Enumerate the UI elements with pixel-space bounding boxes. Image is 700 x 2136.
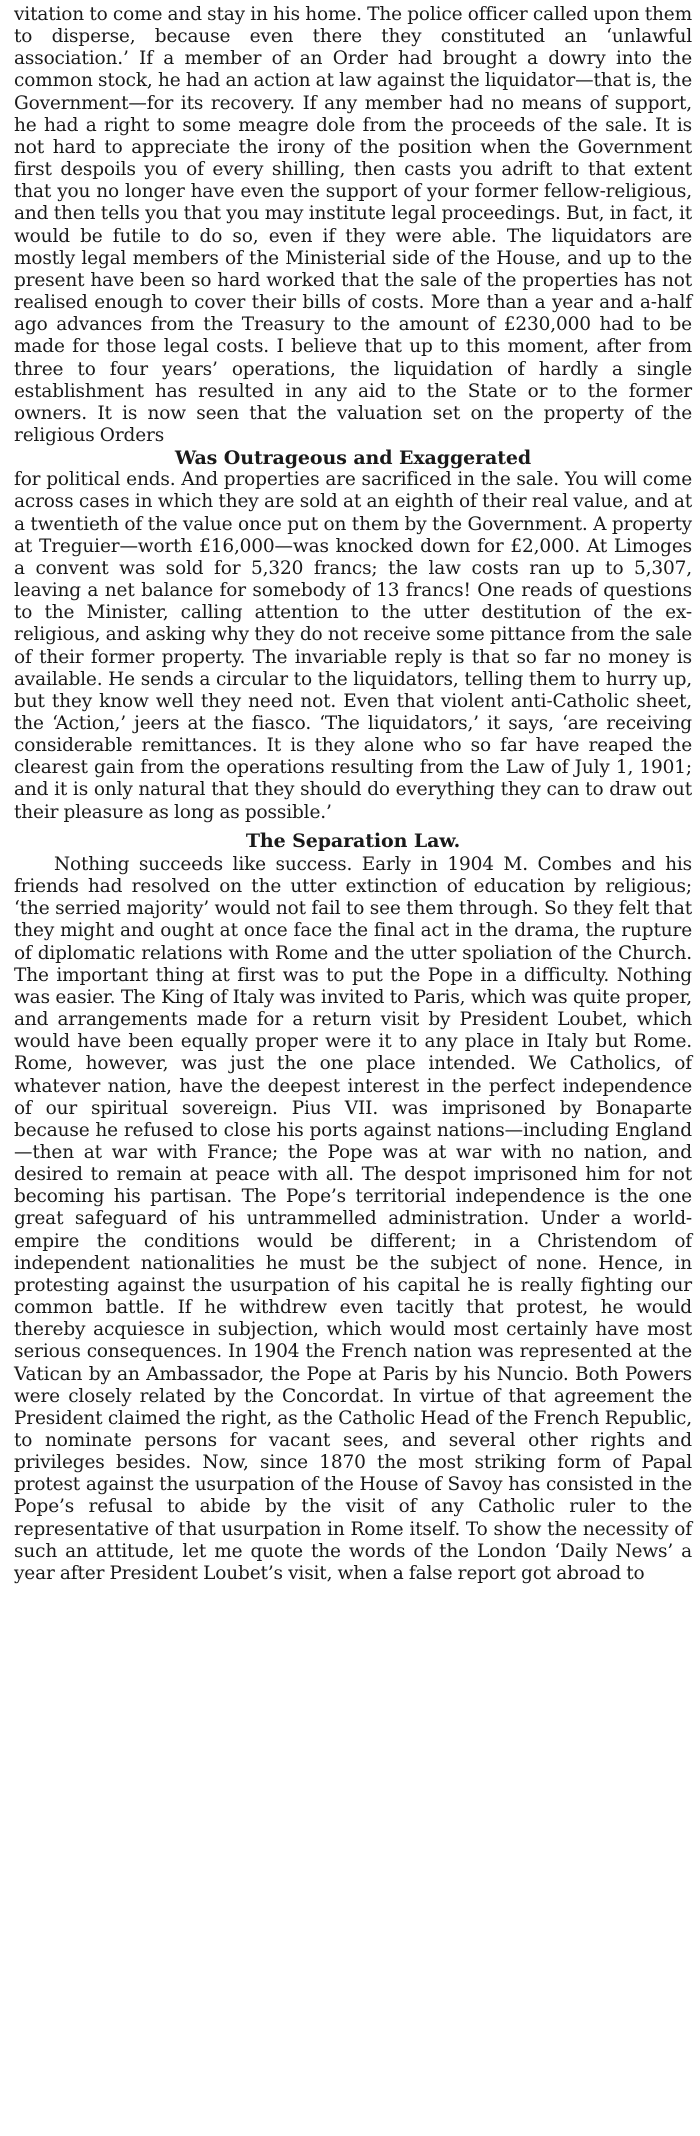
body-paragraph: vitation to come and stay in his home. The police officer called upon them to disperse, because even there they constituted an ‘unlawful association.’ If a member of an Order had brought a dowry into the common stock, he had an action at law against the liquidator—that is, the Government—for its recovery. If any member had no means of support, he had a right to some meagre dole from the proceeds of the sale. It is not hard to appreciate the irony of the position when the Government first despoils you of every shilling, then casts you adrift to that extent that you no longer have even the support of your former fellow-religious, and then tells you that you may institute legal proceedings. But, in fact, it would be futile to do so, even if they were able. The liquidators are mostly legal members of the Ministerial side of the House, and up to the present have been so hard worked that the sale of the properties has not realised enough to cover their bills of costs. More than a year and a-half ago advances from the Treasury to the amount of £230,000 had to be made for those legal costs. I believe that up to this moment, after from three to four years’ operations, the liquidation of hardly a single establishment has resulted in any aid to the State or to the former owners. It is now seen that the valuation set on the property of the religious Orders — [14, 4, 692, 446]
section-subheading: Was Outrageous and Exaggerated — [174, 447, 532, 470]
body-paragraph: Nothing succeeds like success. Early in 1904 M. Combes and his friends had resolved on the utter extinction of education by religious; ‘the serried majority’ would not fail to see them through. So they felt that they might and ought at once face the final act in the drama, the rupture of diplomatic relations with Rome and the utter spoliation of the Church. The important thing at first was to put the Pope in a difficulty. Nothing was easier. The King of Italy was invited to Paris, which was quite proper, and arrangements made for a return visit by President Loubet, which would have been equally proper were it to any place in Italy but Rome. Rome, however, was just the one place intended. We Catholics, of whatever nation, have the deepest interest in the perfect independence of our spiritual sovereign. Pius VII. was imprisoned by Bonaparte because he refused to close his ports against nations—including England—then at war with France; the Pope was at war with no nation, and desired to remain at peace with all. The despot imprisoned him for not becoming his partisan. The Pope’s territorial independence is the one great safeguard of his untrammelled administration. Under a world-empire the conditions would be different; in a Christendom of independent nationalities he must be the subject of none. Hence, in protesting against the usurpation of his capital he is really fighting our common battle. If he withdrew even tacitly that protest, he would thereby acquiesce in subjection, which would most certainly have most serious consequences. In 1904 the French nation was represented at the Vatican by an Ambassador, the Pope at Paris by his Nuncio. Both Powers were closely related by the Concordat. In virtue of that agreement the President claimed the right, as the Catholic Head of the French Republic, to nominate persons for vacant sees, and several other rights and privileges besides. Now, since 1870 the most striking form of Papal protest against the usurpation of the House of Savoy has consisted in the Pope’s refusal to abide by the visit of any Catholic ruler to the representative of that usurpation in Rome itself. To show the necessity of such an attitude, let me quote the words of the London ‘Daily News’ a year after President Loubet’s visit, when a false report got abroad to — [14, 853, 692, 1584]
body-paragraph: for political ends. And properties are sacrificed in the sale. You will come across cases in which they are sold at an eighth of their real value, and at a twentieth of the value once put on them by the Government. A property at Treguier—worth £16,000—was knocked down for £2,000. At Limoges a convent was sold for 5,320 francs; the law costs ran up to 5,307, leaving a net balance for somebody of 13 francs! One reads of questions to the Minister, calling attention to the utter destitution of the ex-religious, and asking why they do not receive some pittance from the sale of their former property. The invariable reply is that so far no money is available. He sends a circular to the liquidators, telling them to hurry up, but they know well they need not. Even that violent anti-Catholic sheet, the ‘Action,’ jeers at the fiasco. ‘The liquidators,’ it says, ‘are receiving considerable remittances. It is they alone who so far have reaped the clearest gain from the operations resulting from the Law of July 1, 1901; and it is only natural that they should do everything they can to draw out their pleasure as long as possible.’ — [14, 469, 692, 823]
section-heading: The Separation Law. — [245, 829, 461, 852]
